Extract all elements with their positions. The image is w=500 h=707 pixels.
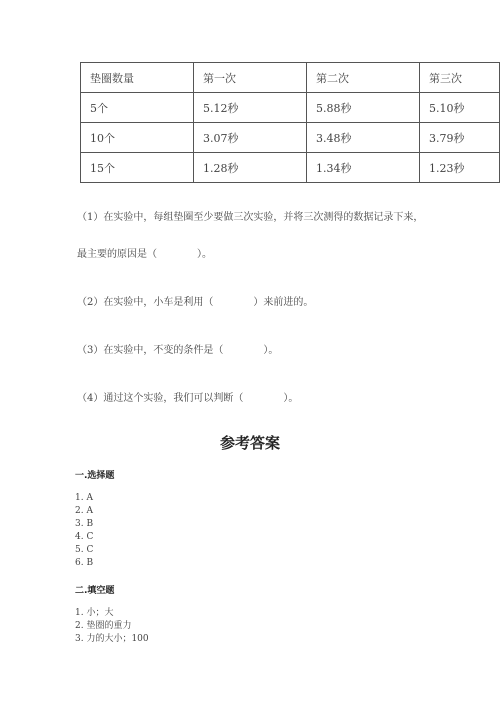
answer-item: 6. B [75, 558, 94, 568]
table-cell: 3.79秒 [420, 123, 500, 153]
answer-item: 3. B [75, 519, 94, 529]
table-row [81, 93, 500, 123]
table-row [81, 123, 500, 153]
table-cell: 3.07秒 [194, 123, 307, 153]
table-cell: 15个 [81, 153, 194, 183]
answer-item: 2. 垫圈的重力 [75, 621, 132, 631]
table-cell: 1.28秒 [194, 153, 307, 183]
table-cell: 3.48秒 [307, 123, 420, 153]
question-3: （3）在实验中，不变的条件是（ ）。 [77, 345, 279, 356]
table-cell: 10个 [81, 123, 194, 153]
table-cell: 5.10秒 [420, 93, 500, 123]
table-header-row [81, 63, 500, 93]
answer-item: 1. 小；大 [75, 608, 114, 618]
answer-item: 1. A [75, 493, 93, 503]
question-1-line-1: （1）在实验中，每组垫圈至少要做三次实验，并将三次测得的数据记录下来， [77, 212, 424, 223]
table-cell: 5.12秒 [194, 93, 307, 123]
answer-key-title: 参考答案 [219, 434, 280, 452]
data-table [80, 62, 500, 183]
answer-list-fill [75, 607, 149, 646]
header-cell: 第二次 [307, 63, 420, 93]
section-heading-choice: 一.选择题 [75, 471, 115, 481]
header-cell: 第三次 [420, 63, 500, 93]
answer-item: 3. 力的大小；100 [75, 634, 149, 644]
table-cell: 5.88秒 [307, 93, 420, 123]
answer-item: 4. C [75, 532, 94, 542]
answer-list-choice [75, 492, 93, 570]
question-2: （2）在实验中，小车是利用（ ）来前进的。 [77, 297, 314, 308]
answer-item: 5. C [75, 545, 94, 555]
table-cell: 5个 [81, 93, 194, 123]
header-cell: 第一次 [194, 63, 307, 93]
question-4: （4）通过这个实验，我们可以判断（ ）。 [77, 393, 299, 404]
table-cell: 1.34秒 [307, 153, 420, 183]
table-cell: 1.23秒 [420, 153, 500, 183]
table-row [81, 153, 500, 183]
section-heading-fill: 二.填空题 [75, 586, 115, 596]
answer-item: 2. A [75, 506, 93, 516]
question-1-line-2: 最主要的原因是（ ）。 [77, 249, 212, 260]
header-cell: 垫圈数量 [81, 63, 194, 93]
